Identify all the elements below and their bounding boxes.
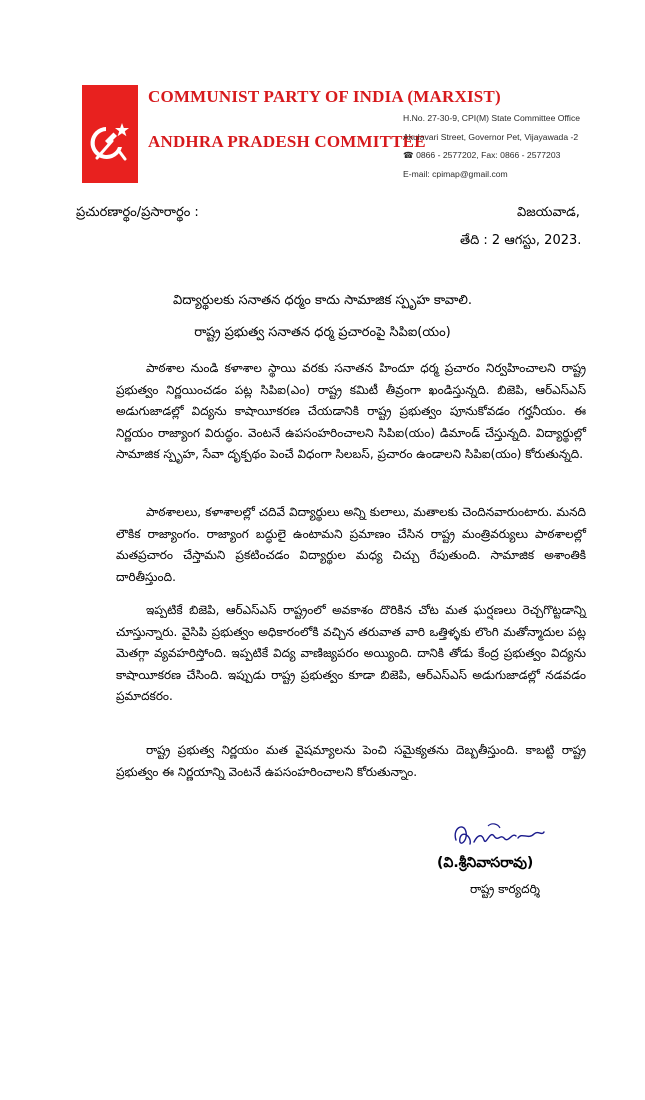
body-paragraph-2: పాఠశాలలు, కళాశాలల్లో చదివే విద్యార్థులు అన్ని కులాలు, మతాలకు చెందినవారుంటారు. మనది లౌకిక రాజ్యాంగం. రాజ్యాంగ బద్ధులై ఉంటామని ప్రమాణం చేసిన రాష్ట్ర మంత్రివర్యులు పాఠశాలల్లో మతప్రచారం చేస్తామని ప్రకటించడం విద్యార్థుల మధ్య చిచ్చు రేపుతుంది. సామాజిక అశాంతికి దారితీస్తుంది. [116, 505, 586, 584]
date: తేది : 2 ఆగస్టు, 2023. [460, 233, 582, 248]
body-paragraph-1: పాఠశాల నుండి కళాశాల స్థాయి వరకు సనాతన హిందూ ధర్మ ప్రచారం నిర్వహించాలని రాష్ట్ర ప్రభుత్వం నిర్ణయించడం పట్ల సిపిఐ(ఎం) రాష్ట్ర కమిటీ తీవ్రంగా ఖండిస్తున్నది. బిజెపి, ఆర్ఎస్ఎస్ అడుగుజాడల్లో విద్యను కాషాయీకరణ చేయడానికి రాష్ట్ర ప్రభుత్వం పూనుకోవడం గర్హనీయం. ఈ నిర్ణయం రాజ్యాంగ విరుద్ధం. వెంటనే ఉపసంహరించాలని సిపిఐ(యం) డిమాండ్ చేస్తున్నది. విద్యార్థుల్లో సామాజిక స్పృహ, సేవా దృక్పథం పెంచే విధంగా సిలబస్, ప్రచారం ఉండాలని సిపిఐ(యం) కోరుతున్నది. [116, 361, 586, 462]
hammer-sickle-star-icon [88, 121, 132, 165]
contact-address2: Akulavari Street, Governor Pet, Vijayawada -2 [403, 131, 579, 142]
main-title: విద్యార్థులకు సనాతన ధర్మం కాదు సామాజిక స్పృహ కావాలి. [172, 293, 473, 308]
contact-email: E-mail: cpimap@gmail.com [403, 168, 508, 179]
party-logo [82, 85, 138, 183]
signatory-role: రాష్ట్ర కార్యదర్శి [470, 882, 540, 896]
org-name-line2: ANDHRA PRADESH COMMITTEE [148, 132, 426, 151]
org-name-line1: COMMUNIST PARTY OF INDIA (MARXIST) [148, 87, 501, 106]
contact-phone: ☎ 0866 - 2577202, Fax: 0866 - 2577203 [403, 150, 561, 160]
sub-title: రాష్ట్ర ప్రభుత్వ సనాతన ధర్మ ప్రచారంపై సిపిఐ(యం) [194, 325, 451, 340]
signatory-name: (వి.శ్రీనివాసరావు) [437, 855, 534, 871]
contact-block [403, 113, 635, 187]
body-paragraph-3: ఇప్పటికే బిజెపి, ఆర్ఎస్ఎస్ రాష్ట్రంలో అవకాశం దొరికిన చోట మత ఘర్షణలు రెచ్చగొట్టడాన్ని చూస్తున్నారు. వైసిపి ప్రభుత్వం అధికారంలోకి వచ్చిన తరువాత వారి ఒత్తిళ్ళకు లొంగి మతోన్మాదుల పట్ల మెతగ్గా వ్యవహరిస్తోంది. ఇప్పటికే విద్య వాణిజ్యపరం అయ్యింది. దానికి తోడు కేంద్ర ప్రభుత్వం విద్యను కాషాయీకరణ చేసింది. ఇప్పుడు రాష్ట్ర ప్రభుత్వం కూడా బిజెపి, ఆర్ఎస్ఎస్ అడుగుజాడల్లో నడవడం ప్రమాదకరం. [116, 603, 586, 704]
contact-address1: H.No. 27-30-9, CPI(M) State Committee Office [403, 113, 581, 123]
place: విజయవాడ, [517, 205, 580, 220]
handwritten-signature [448, 818, 548, 858]
body-paragraph-4: రాష్ట్ర ప్రభుత్వ నిర్ణయం మత వైషమ్యాలను పెంచి సమైక్యతను దెబ్బతీస్తుంది. కాబట్టి రాష్ట్ర ప్రభుత్వం ఈ నిర్ణయాన్ని వెంటనే ఉపసంహరించాలని కోరుతున్నాం. [116, 743, 586, 779]
release-label: ప్రచురణార్థం/ప్రసారార్థం : [76, 205, 199, 220]
